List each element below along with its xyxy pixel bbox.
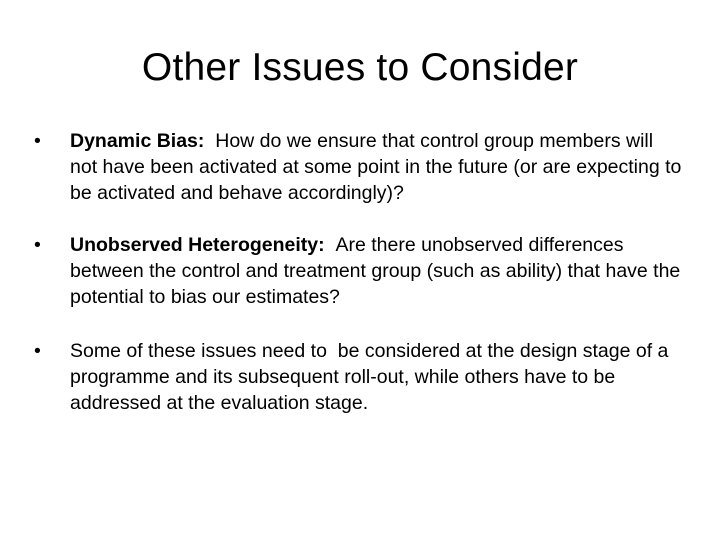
bullet-unobserved-heterogeneity: [34, 232, 684, 310]
bullet-marker: •: [34, 234, 41, 256]
bullet-term: Dynamic Bias:: [70, 130, 205, 152]
bullet-text: Some of these issues need to be considered at the design stage of a programme and its subsequent roll-out, while others have to be addressed at the evaluation stage.: [70, 340, 674, 414]
bullet-list: [34, 128, 684, 442]
slide-title: Other Issues to Consider: [141, 46, 579, 89]
bullet-dynamic-bias: [34, 128, 684, 206]
bullet-term: Unobserved Heterogeneity:: [70, 234, 325, 256]
bullet-design-stage: [34, 338, 684, 416]
bullet-text: Are there unobserved differences between the control and treatment group (such as ability) that have the potential to bias our estimates?: [70, 234, 681, 308]
bullet-marker: •: [34, 130, 41, 152]
bullet-marker: •: [34, 340, 41, 362]
bullet-text: How do we ensure that control group members will not have been activated at some point in the future (or are expecting to be activated and behave accordingly)?: [70, 130, 682, 204]
